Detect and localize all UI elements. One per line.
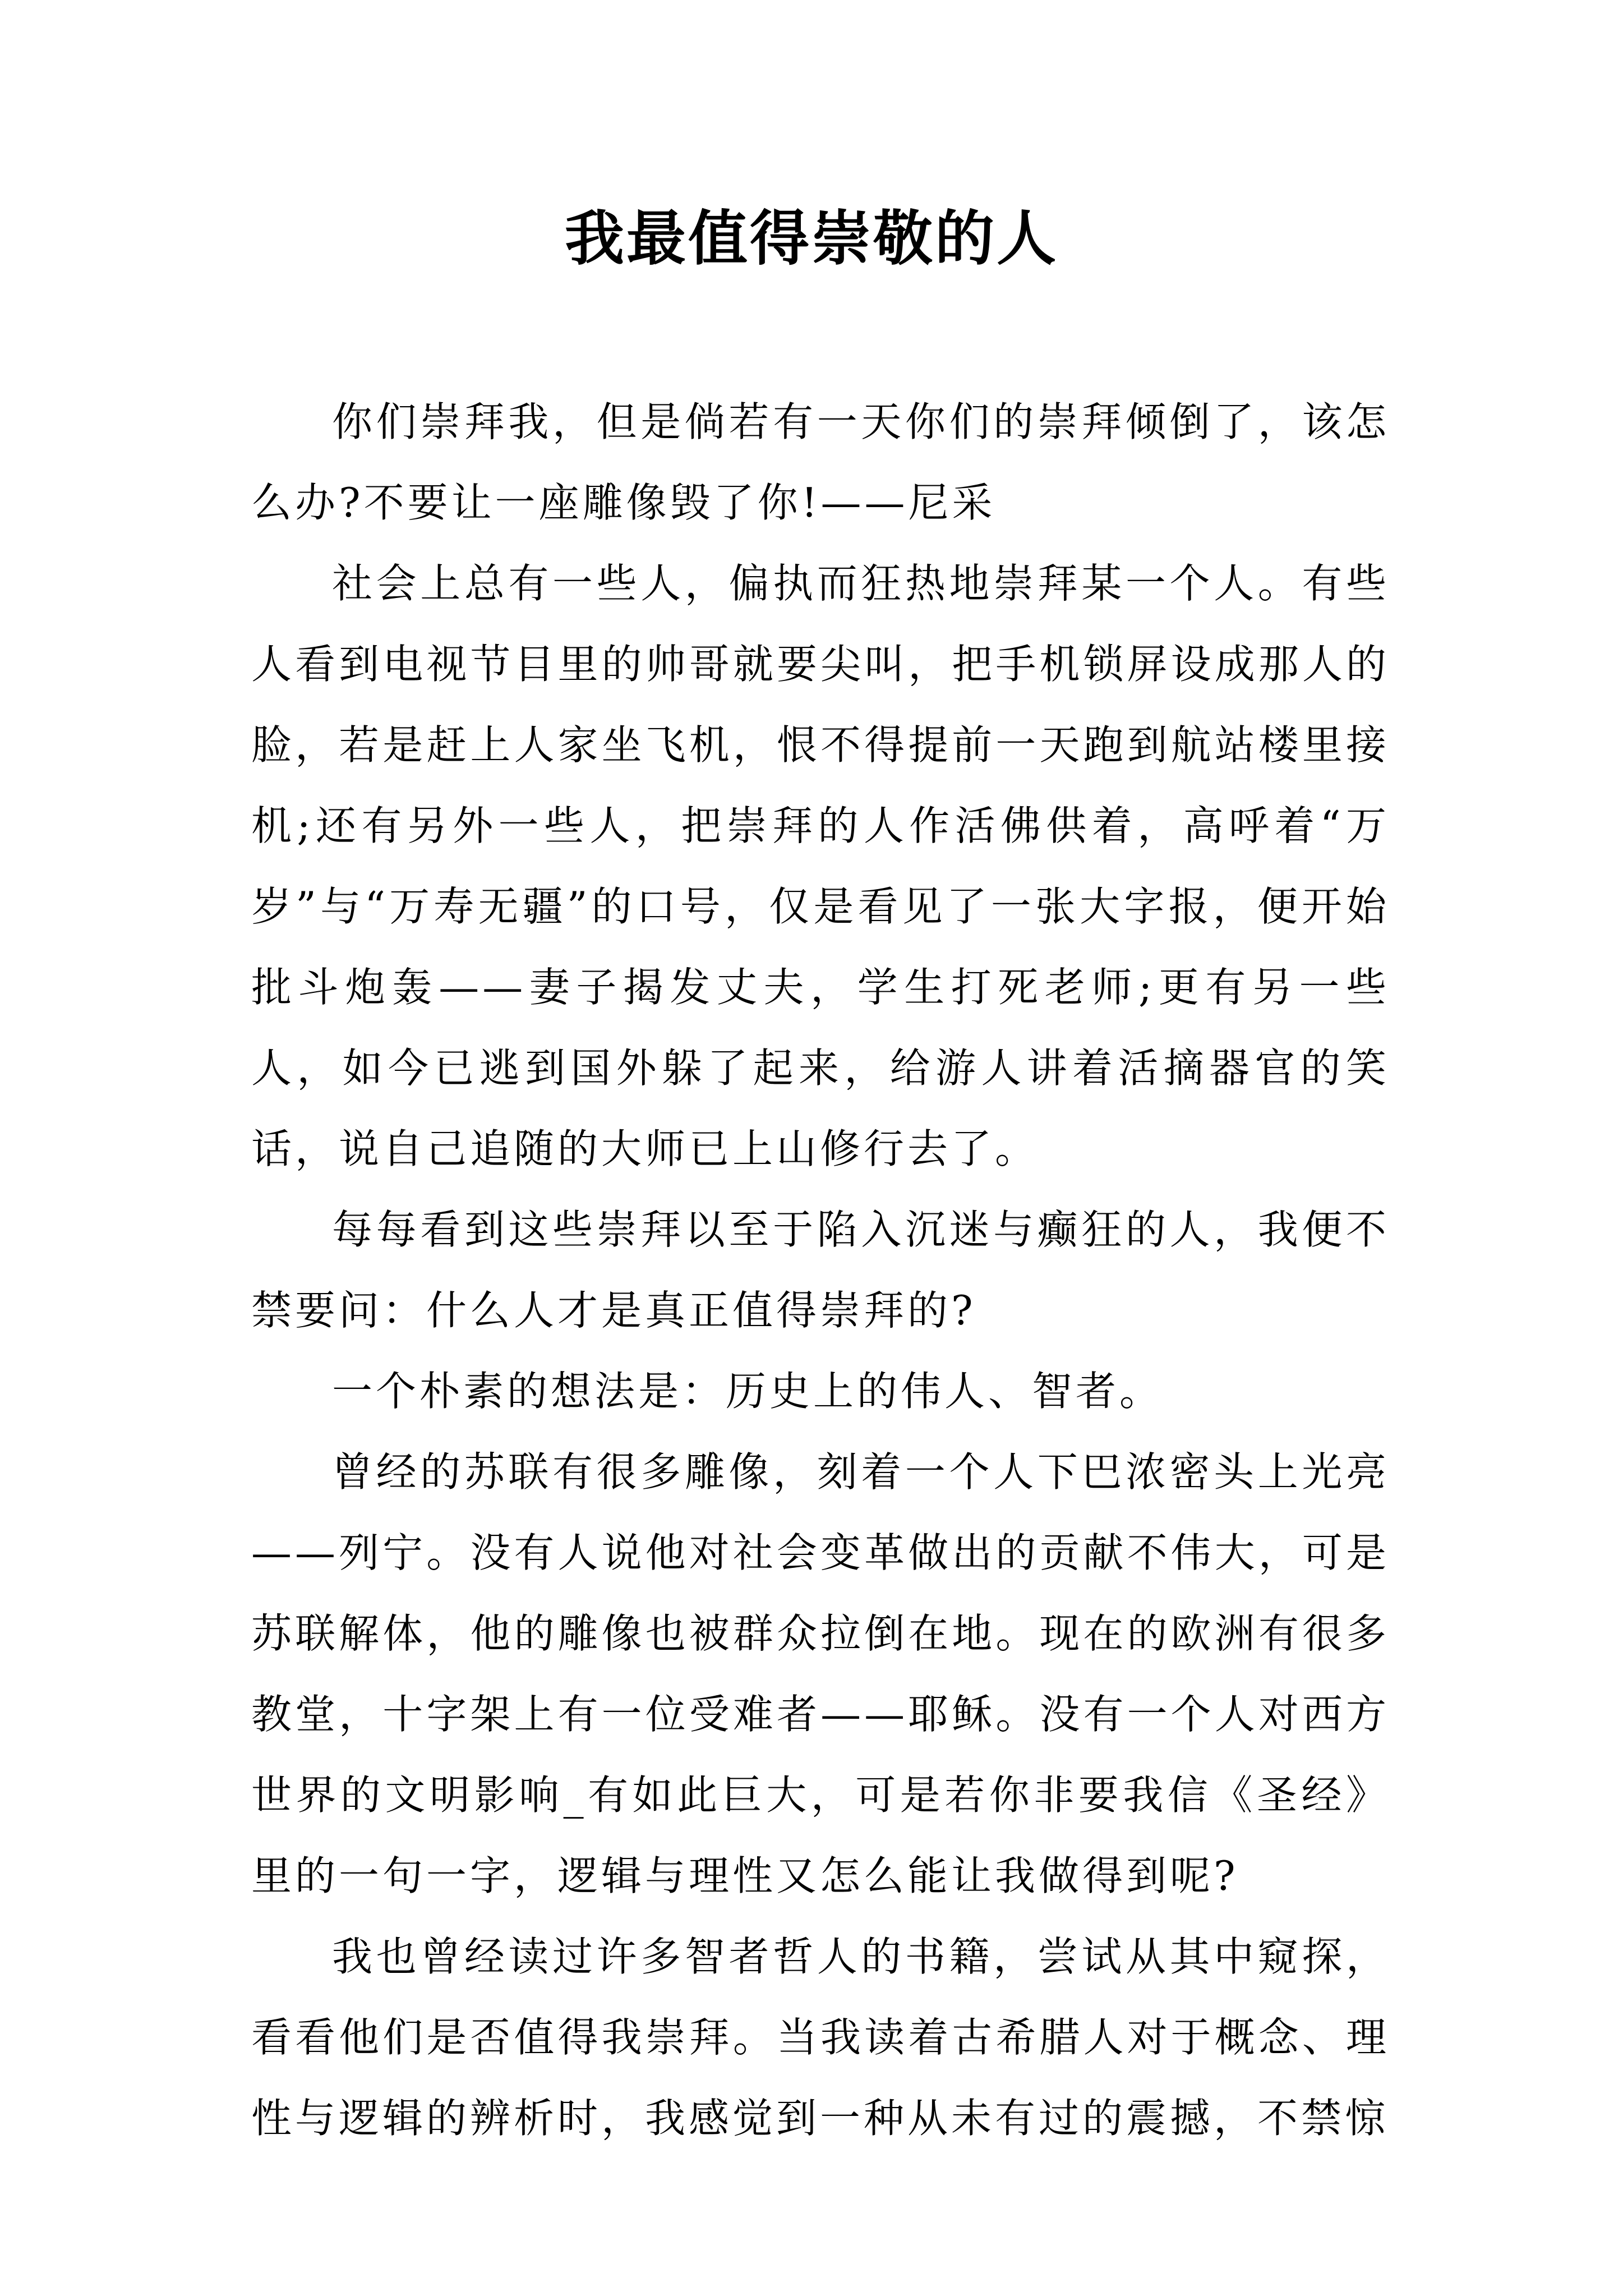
paragraph-question: 每每看到这些崇拜以至于陷入沉迷与癫狂的人，我便不禁要问：什么人才是真正值得崇拜的?	[251, 1206, 1390, 1334]
paragraph-lenin-jesus: 曾经的苏联有很多雕像，刻着一个人下巴浓密头上光亮——列宁。没有人说他对社会变革做出的贡献不伟大，可是苏联解体，他的雕像也被群众拉倒在地。现在的欧洲有很多教堂，十字架上有一位受难者——耶稣。没有一个人对西方世界的文明影响_有如此巨大，可是若你非要我信《圣经》里的一句一字，逻辑与理性又怎么能让我做得到呢?	[251, 1448, 1390, 1899]
document-body	[251, 381, 1390, 2159]
paragraph-philosophers: 我也曾经读过许多智者哲人的书籍，尝试从其中窥探，看看他们是否值得我崇拜。当我读着古希腊人对于概念、理性与逻辑的辨析时，我感觉到一种从未有过的震撼，不禁惊	[251, 1933, 1390, 2142]
paragraph-worship-phenomena: 社会上总有一些人，偏执而狂热地崇拜某一个人。有些人看到电视节目里的帅哥就要尖叫，把手机锁屏设成那人的脸，若是赶上人家坐飞机，恨不得提前一天跑到航站楼里接机;还有另外一些人，把崇拜的人作活佛供着，高呼着“万岁”与“万寿无疆”的口号，仅是看见了一张大字报，便开始批斗炮轰——妻子揭发丈夫，学生打死老师;更有另一些人，如今已逃到国外躲了起来，给游人讲着活摘器官的笑话，说自己追随的大师已上山修行去了。	[251, 560, 1390, 1172]
paragraph-simple-idea: 一个朴素的想法是：历史上的伟人、智者。	[332, 1368, 1164, 1415]
document-title: 我最值得崇敬的人	[565, 203, 1058, 273]
paragraph-quote: 你们崇拜我，但是倘若有一天你们的崇拜倾倒了，该怎么办?不要让一座雕像毁了你!——尼采	[251, 398, 1390, 526]
